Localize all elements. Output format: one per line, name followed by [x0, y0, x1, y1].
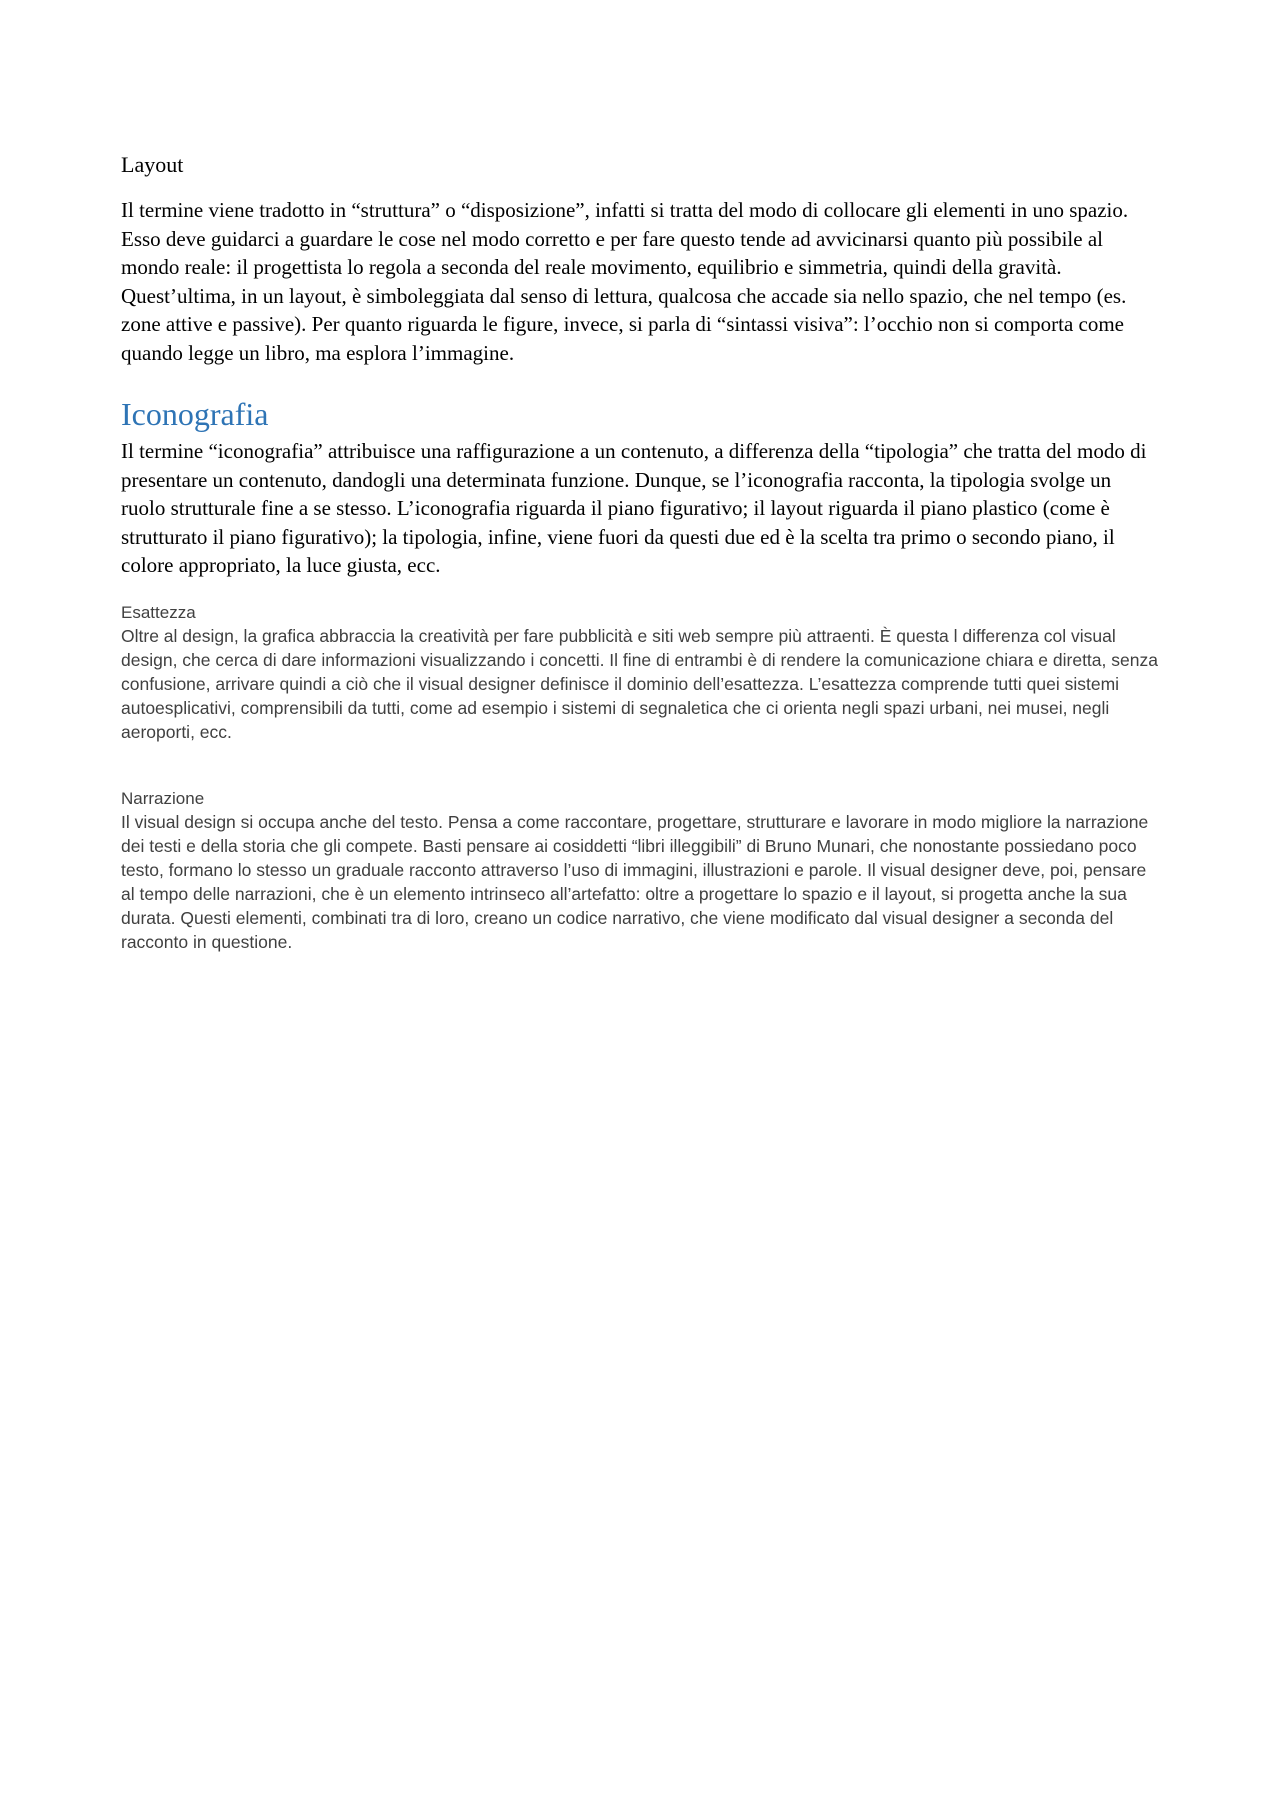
- layout-paragraph: Il termine viene tradotto in “struttura” o “disposizione”, infatti si tratta del modo di collocare gli elementi in uno spazio. Esso deve guidarci a guardare le cose nel modo corretto e per fare questo tende ad avvicinarsi quanto più possibile al mondo reale: il progettista lo regola a seconda del reale movimento, equilibrio e simmetria, quindi della gravità. Quest’ultima, in un layout, è simboleggiata dal senso di lettura, qualcosa che accade sia nello spazio, che nel tempo (es. zone attive e passive). Per quanto riguarda le figure, invece, si parla di “sintassi visiva”: l’occhio non si comporta come quando legge un libro, ma esplora l’immagine.: [121, 198, 1129, 365]
- esattezza-paragraph: Oltre al design, la grafica abbraccia la creatività per fare pubblicità e siti web sempre più attraenti. È questa l differenza col visual design, che cerca di dare informazioni visualizzando i concetti. Il fine di entrambi è di rendere la comunicazione chiara e diretta, senza confusione, arrivare quindi a ciò che il visual designer definisce il dominio dell’esattezza. L’esattezza comprende tutti quei sistemi autoesplicativi, comprensibili da tutti, come ad esempio i sistemi di segnaletica che ci orienta negli spazi urbani, nei musei, negli aeroporti, ecc.: [121, 625, 1158, 742]
- iconografia-heading: Iconografia: [121, 396, 269, 432]
- narrazione-heading: Narrazione: [121, 788, 205, 808]
- esattezza-heading: Esattezza: [121, 602, 196, 622]
- section-spacer: [121, 744, 1160, 788]
- iconografia-paragraph: Il termine “iconografia” attribuisce una raffigurazione a un contenuto, a differenza della “tipologia” che tratta del modo di presentare un contenuto, dandogli una determinata funzione. Dunque, se l’iconografia racconta, la tipologia svolge un ruolo strutturale fine a se stesso. L’iconografia riguarda il piano figurativo; il layout riguarda il piano plastico (come è strutturato il piano figurativo); la tipologia, infine, viene fuori da questi due ed è la scelta tra primo o secondo piano, il colore appropriato, la luce giusta, ecc.: [121, 439, 1147, 577]
- layout-heading: Layout: [121, 152, 184, 177]
- narrazione-paragraph: Il visual design si occupa anche del testo. Pensa a come raccontare, progettare, strutturare e lavorare in modo migliore la narrazione dei testi e della storia che gli compete. Basti pensare ai cosiddetti “libri illeggibili” di Bruno Munari, che nonostante possiedano poco testo, formano lo stesso un graduale racconto attraverso l’uso di immagini, illustrazioni e parole. Il visual designer deve, poi, pensare al tempo delle narrazioni, che è un elemento intrinseco all’artefatto: oltre a progettare lo spazio e il layout, si progetta anche la sua durata. Questi elementi, combinati tra di loro, creano un codice narrativo, che viene modificato dal visual designer a seconda del racconto in questione.: [121, 811, 1149, 952]
